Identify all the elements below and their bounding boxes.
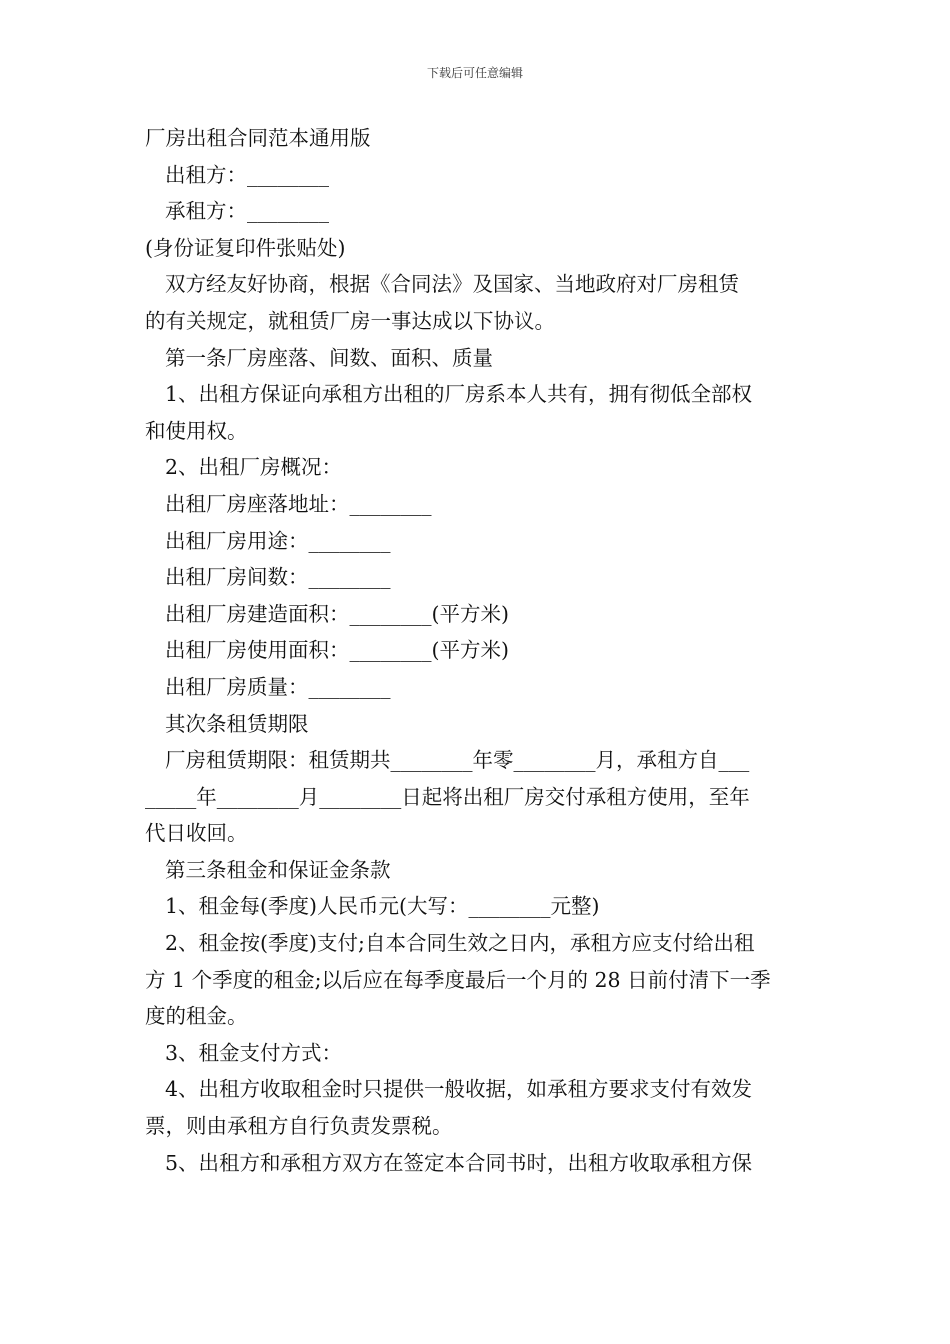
factory-rooms-field: 出租厂房间数：________ — [165, 565, 391, 590]
lease-term-line-1: 厂房租赁期限：租赁期共________年零________月，承租方自___ — [165, 748, 750, 773]
clause-1-2-heading: 2、出租厂房概况： — [165, 455, 343, 480]
factory-address-field: 出租厂房座落地址：________ — [165, 491, 432, 516]
clause-3-5-line-1: 5、出租方和承租方双方在签定本合同书时，出租方收取承租方保 — [165, 1150, 753, 1175]
lessee-field: 承租方：________ — [165, 199, 329, 224]
clause-3-2-line-3: 度的租金。 — [145, 1004, 248, 1029]
clause-3-1: 1、租金每(季度)人民币元(大写：________元整) — [165, 894, 600, 919]
clause-3-2-line-1: 2、租金按(季度)支付;自本合同生效之日内，承租方应支付给出租 — [165, 931, 755, 956]
lease-term-line-3: 代日收回。 — [145, 821, 248, 846]
contract-document — [145, 120, 807, 1181]
article-2-heading: 其次条租赁期限 — [165, 711, 309, 736]
id-copy-note: (身份证复印件张贴处) — [145, 235, 346, 260]
factory-quality-field: 出租厂房质量：________ — [165, 674, 391, 699]
article-3-heading: 第三条租金和保证金条款 — [165, 857, 391, 882]
header-note: 下载后可任意编辑 — [426, 66, 523, 80]
preamble-line-1: 双方经友好协商，根据《合同法》及国家、当地政府对厂房租赁 — [165, 272, 739, 297]
preamble-line-2: 的有关规定，就租赁厂房一事达成以下协议。 — [145, 308, 555, 333]
factory-use-field: 出租厂房用途：________ — [165, 528, 391, 553]
lease-term-line-2: _____年________月________日起将出租厂房交付承租方使用，至年 — [145, 784, 750, 809]
building-area-field: 出租厂房建造面积：________(平方米) — [165, 601, 509, 626]
clause-3-3: 3、租金支付方式： — [165, 1040, 343, 1065]
lessor-field: 出租方：________ — [165, 162, 329, 187]
clause-3-2-line-2: 方 1 个季度的租金;以后应在每季度最后一个月的 28 日前付清下一季 — [145, 967, 771, 992]
document-title: 厂房出租合同范本通用版 — [145, 126, 371, 150]
clause-1-1-line-1: 1、出租方保证向承租方出租的厂房系本人共有，拥有彻低全部权 — [165, 382, 753, 407]
clause-3-4-line-1: 4、出租方收取租金时只提供一般收据，如承租方要求支付有效发 — [165, 1077, 753, 1102]
clause-3-4-line-2: 票，则由承租方自行负责发票税。 — [145, 1114, 453, 1139]
article-1-heading: 第一条厂房座落、间数、面积、质量 — [165, 345, 493, 370]
usable-area-field: 出租厂房使用面积：________(平方米) — [165, 638, 509, 663]
clause-1-1-line-2: 和使用权。 — [145, 418, 248, 443]
